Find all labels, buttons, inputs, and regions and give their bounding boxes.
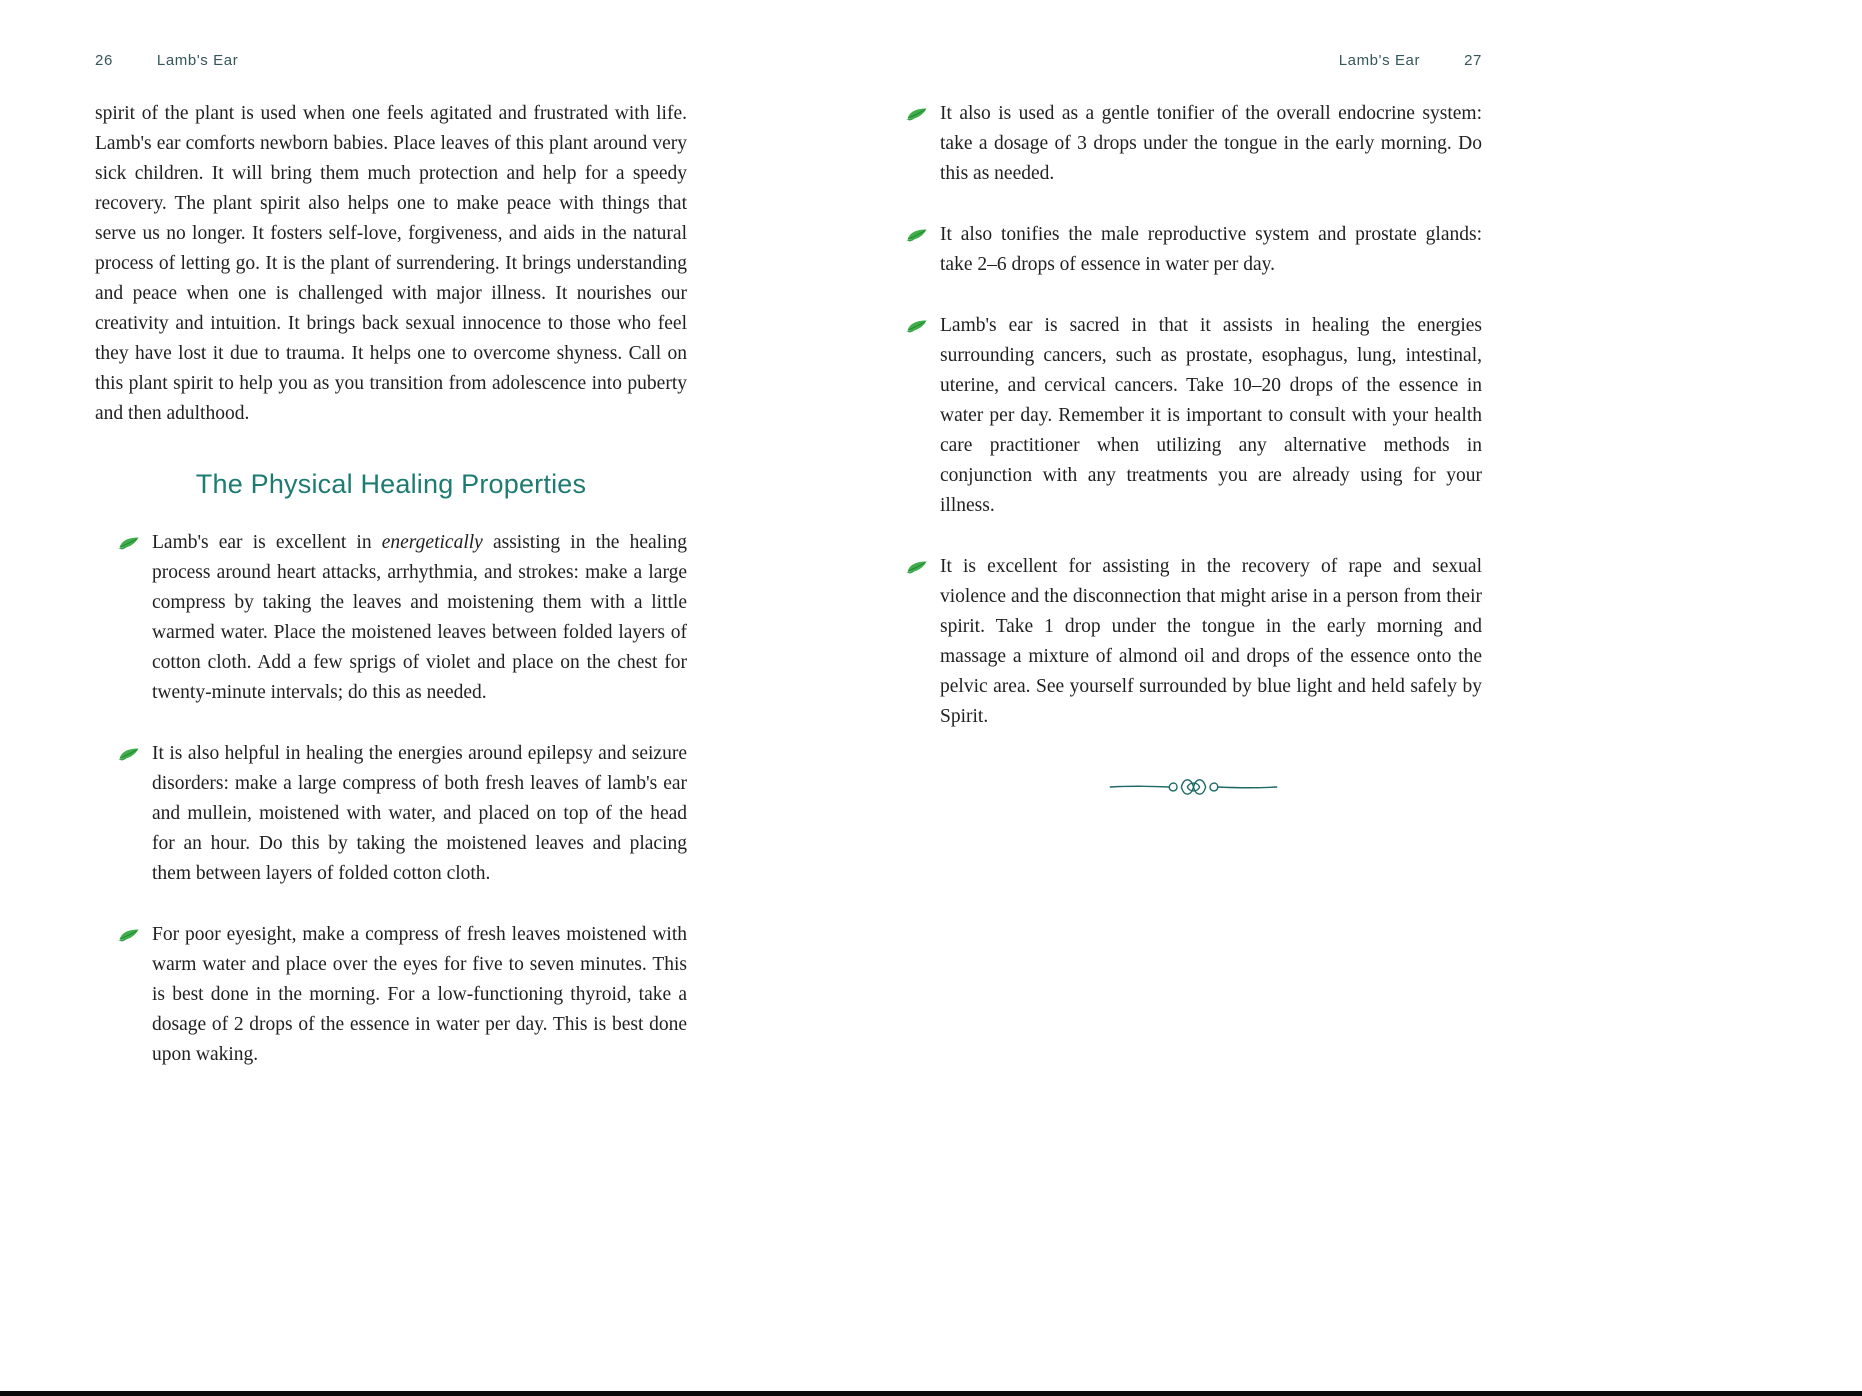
- leaf-bullet-icon: [117, 535, 143, 551]
- section-heading: The Physical Healing Properties: [195, 469, 587, 499]
- page-right: [905, 0, 1482, 805]
- page-left: [95, 0, 687, 1101]
- running-header-left: [95, 52, 687, 69]
- page-bottom-edge: [0, 1391, 1862, 1396]
- bullet-item: [905, 99, 1482, 189]
- bullet-item: [905, 311, 1482, 521]
- running-title-right: Lamb's Ear: [1338, 52, 1421, 69]
- bullet-text: It is excellent for assisting in the recovery of rape and sexual violence and the disconnection that might arise in a person from their spirit. Take 1 drop under the tongue in the early morning and massage a mixture of almond oil and drops of the essence onto the pelvic area. See yourself surrounded by blue light and held safely by Spirit.: [940, 556, 1482, 727]
- bullet-text: It is also helpful in healing the energies around epilepsy and seizure disorders: make a large compress of both fresh leaves of lamb's ear and mullein, moistened with water, and placed on top of the head for an hour. Do this by taking the moistened leaves and placing them between layers of folded cotton cloth.: [152, 743, 687, 884]
- section-divider: [905, 774, 1482, 805]
- bullet-item: [95, 920, 687, 1070]
- bullet-text: It also tonifies the male reproductive system and prostate glands: take 2–6 drops of essence in water per day.: [940, 224, 1482, 275]
- bullet-item: [905, 220, 1482, 280]
- leaf-bullet-icon: [117, 927, 143, 943]
- leaf-bullet-icon: [905, 318, 931, 334]
- bullet-item: [905, 552, 1482, 732]
- running-title-left: Lamb's Ear: [156, 52, 239, 69]
- bullet-text: Lamb's ear is sacred in that it assists in healing the energies surrounding cancers, such as prostate, esophagus, lung, intestinal, uterine, and cervical cancers. Take 10–20 drops of the essence in water per day. Remember it is important to consult with your health care practitioner when utilizing any alternative methods in conjunction with any treatments you are already using for your illness.: [940, 315, 1482, 516]
- running-header-right: [905, 52, 1482, 69]
- intro-paragraph: spirit of the plant is used when one feels agitated and frustrated with life. Lamb's ear comforts newborn babies. Place leaves of this plant around very sick children. It will bring them much protection and help for a speedy recovery. The plant spirit also helps one to make peace with things that serve us no longer. It fosters self-love, forgiveness, and aids in the natural process of letting go. It is the plant of surrendering. It brings understanding and peace when one is challenged with major illness. It nourishes our creativity and intuition. It brings back sexual innocence to those who feel they have lost it due to trauma. It helps one to overcome shyness. Call on this plant spirit to help you as you transition from adolescence into puberty and then adulthood.: [95, 103, 687, 424]
- leaf-bullet-icon: [905, 559, 931, 575]
- bullet-item: [95, 739, 687, 889]
- page-number-left: 26: [95, 52, 113, 69]
- page-number-right: 27: [1464, 52, 1482, 69]
- leaf-bullet-icon: [117, 746, 143, 762]
- bullet-item: [95, 528, 687, 708]
- bullet-list-left: [95, 528, 687, 1070]
- bullet-text: It also is used as a gentle tonifier of the overall endocrine system: take a dosage of 3 drops under the tongue in the early morning. Do this as needed.: [940, 103, 1482, 184]
- leaf-bullet-icon: [905, 227, 931, 243]
- bullet-text: For poor eyesight, make a compress of fresh leaves moistened with warm water and place over the eyes for five to seven minutes. This is best done in the morning. For a low-functioning thyroid, take a dosage of 2 drops of the essence in water per day. This is best done upon waking.: [152, 924, 687, 1065]
- bullet-text: Lamb's ear is excellent in energetically assisting in the healing process around heart attacks, arrhythmia, and strokes: make a large compress by taking the leaves and moistening them with a little warmed water. Place the moistened leaves between folded layers of cotton cloth. Add a few sprigs of violet and place on the chest for twenty-minute intervals; do this as needed.: [152, 532, 688, 703]
- leaf-bullet-icon: [905, 106, 931, 122]
- bullet-list-right: [905, 99, 1482, 732]
- flourish-ornament-icon: [1106, 774, 1281, 800]
